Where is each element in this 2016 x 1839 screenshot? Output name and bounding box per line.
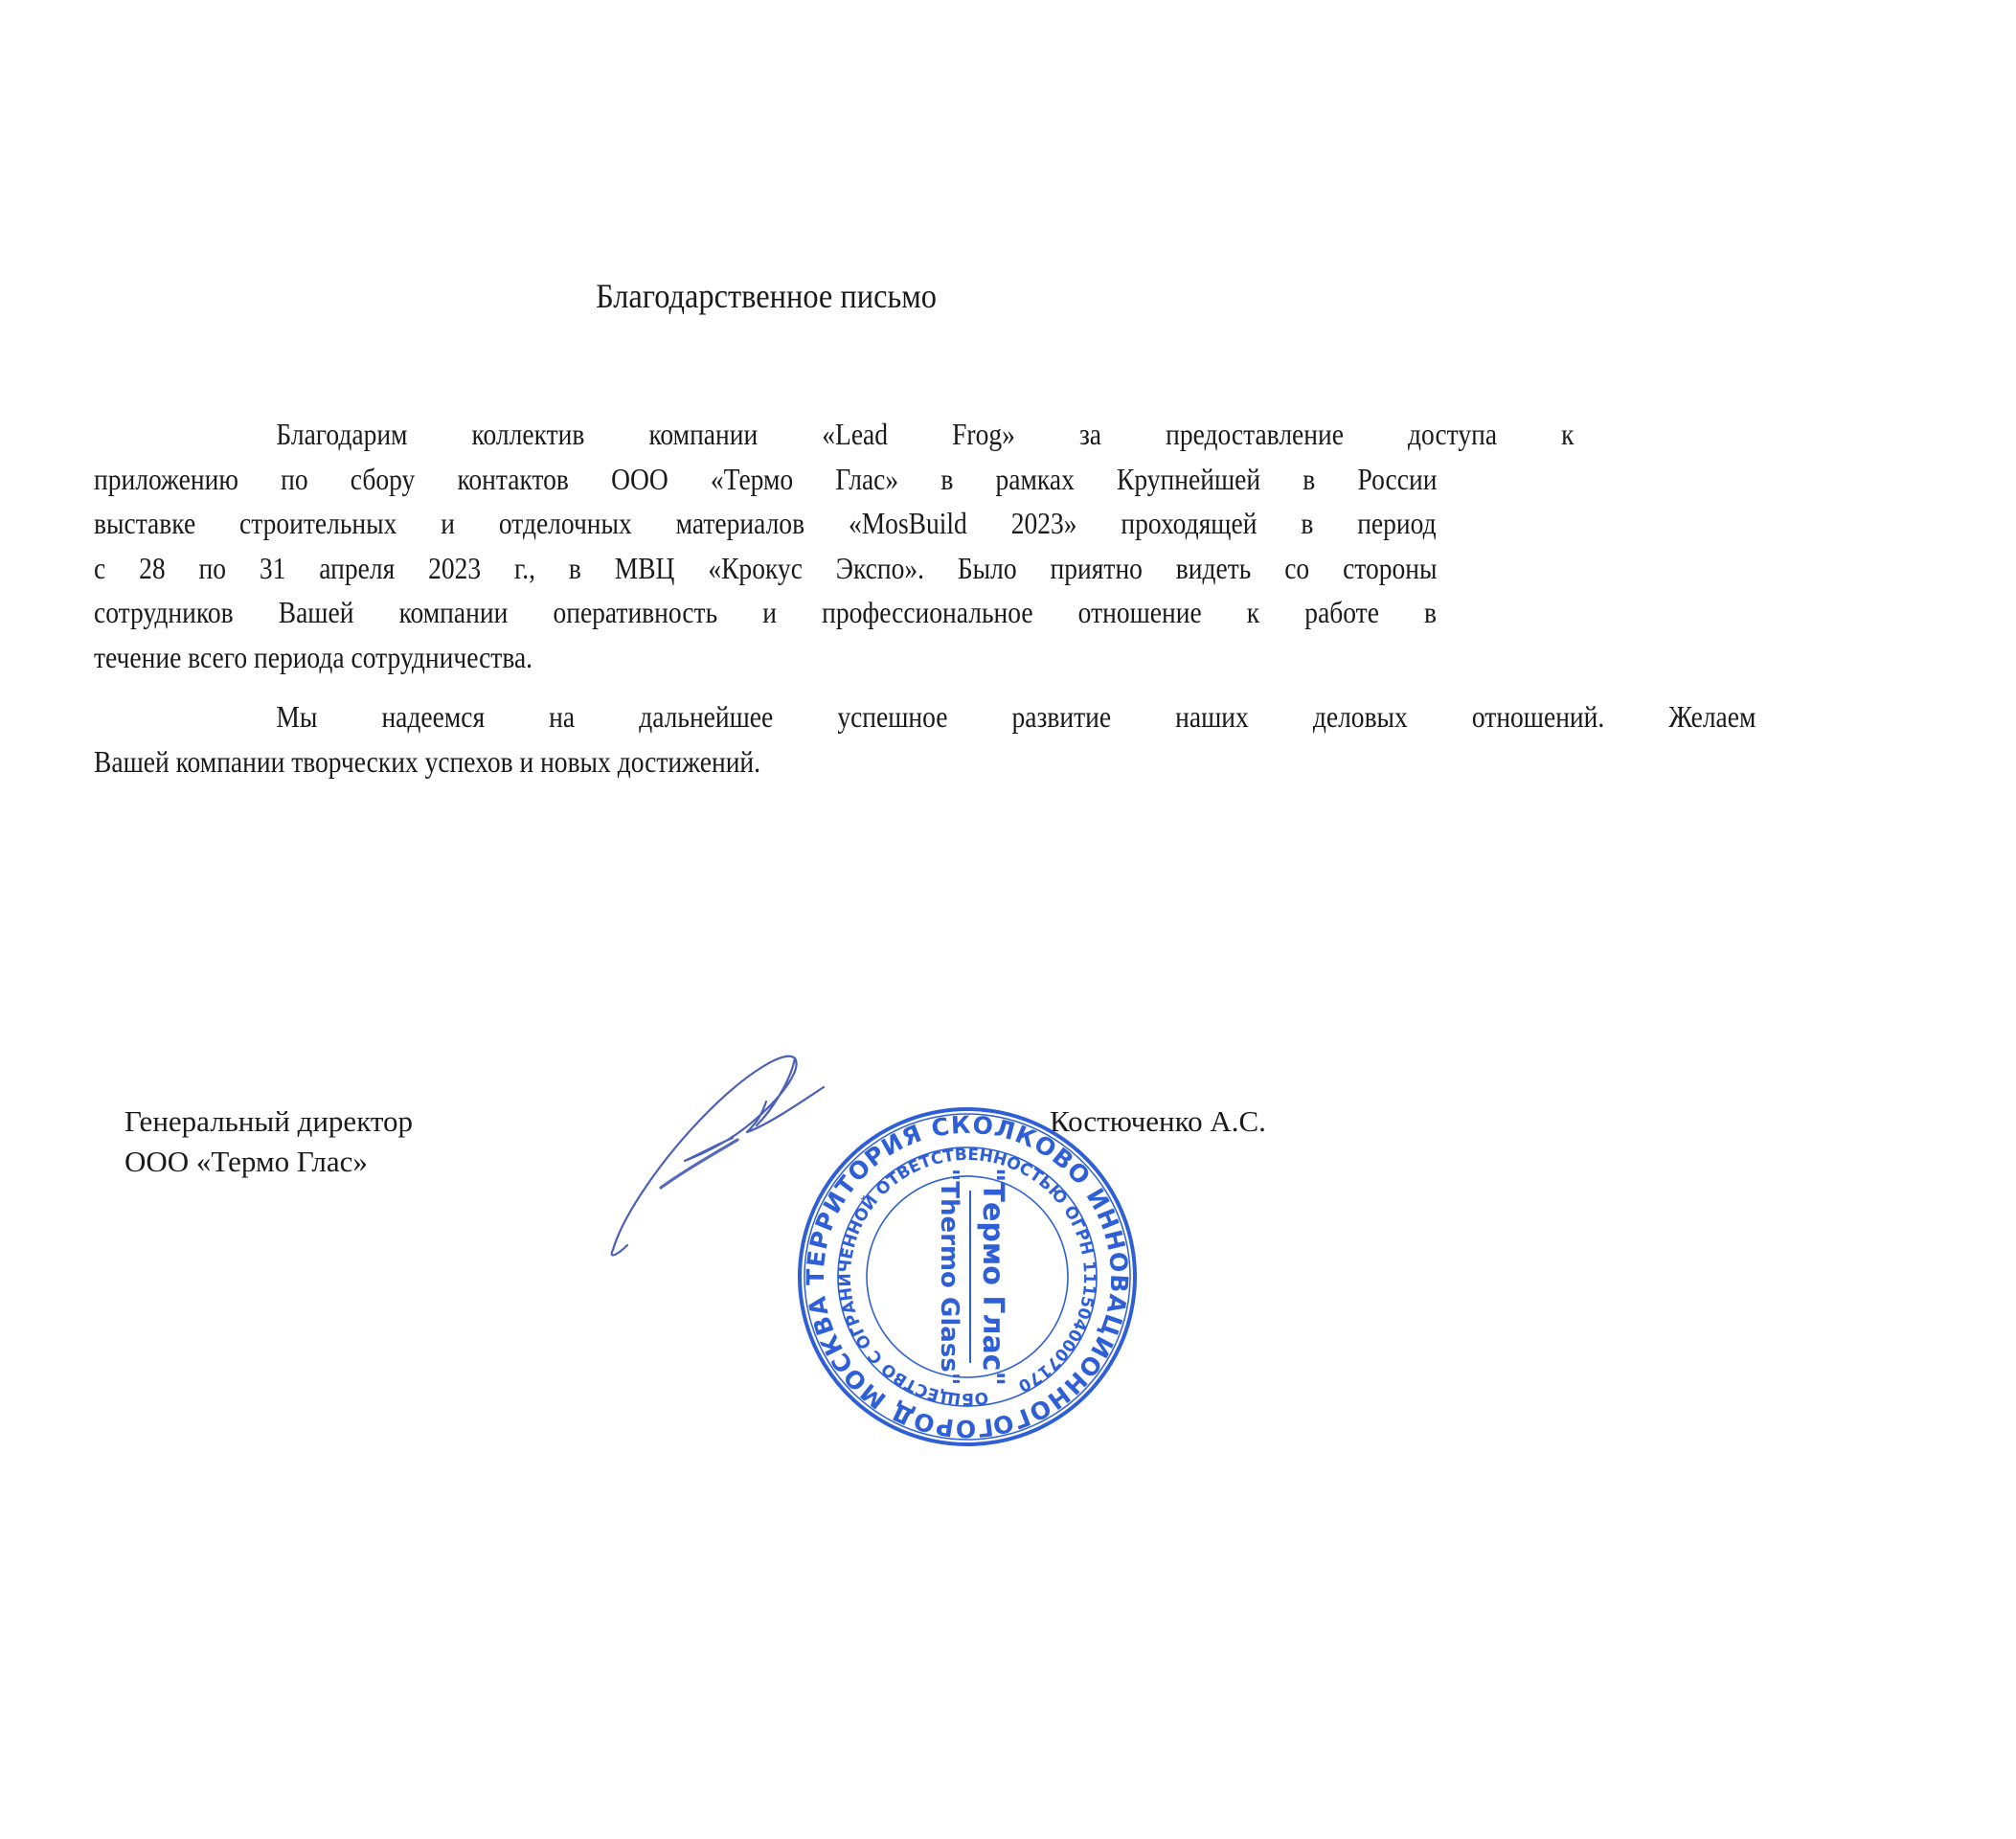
- paragraph-line: течение всего периода сотрудничества.: [94, 639, 533, 674]
- paragraph-2: [94, 694, 1756, 783]
- letter-title: Благодарственное письмо: [596, 277, 937, 315]
- stamp-inner-text: ОБЩЕСТВО С ОГРАНИЧЕННОЙ ОТВЕТСТВЕННОСТЬЮ ОГРН 1115040007170: [835, 1145, 1099, 1409]
- stamp-center-line1: "Термо Глас": [976, 1167, 1009, 1387]
- signatory-name: Костюченко А.С.: [1050, 1104, 1266, 1138]
- company-stamp: [790, 1100, 1144, 1454]
- stamp-center-line2: "Thermo Glass": [935, 1168, 963, 1386]
- paragraph-line: выставке строительных и отделочных материалов «MosBuild 2023» проходящей в период: [94, 506, 1437, 540]
- paragraph-1: [94, 412, 1574, 679]
- paragraph-line: Благодарим коллектив компании «Lead Frog» за предоставление доступа к: [276, 417, 1574, 451]
- paragraph-line: приложению по сбору контактов ООО «Термо Глас» в рамках Крупнейшей в России: [94, 461, 1438, 496]
- paragraph-line: Мы надеемся на дальнейшее успешное развитие наших деловых отношений. Желаем: [276, 699, 1756, 734]
- signatory-company: ООО «Термо Глас»: [125, 1145, 368, 1178]
- signatory-block: [125, 1101, 413, 1182]
- paragraph-line: сотрудников Вашей компании оперативность и профессиональное отношение к работе в: [94, 595, 1438, 629]
- stamp-outer-text: ГОРОД МОСКВА ТЕРРИТОРИЯ СКОЛКОВО ИННОВАЦИОННОГО: [801, 1110, 1134, 1443]
- signatory-position: Генеральный директор: [125, 1104, 413, 1138]
- paragraph-line: Вашей компании творческих успехов и новых достижений.: [94, 743, 761, 779]
- paragraph-line: с 28 по 31 апреля 2023 г., в МВЦ «Крокус Экспо». Было приятно видеть со стороны: [94, 550, 1438, 585]
